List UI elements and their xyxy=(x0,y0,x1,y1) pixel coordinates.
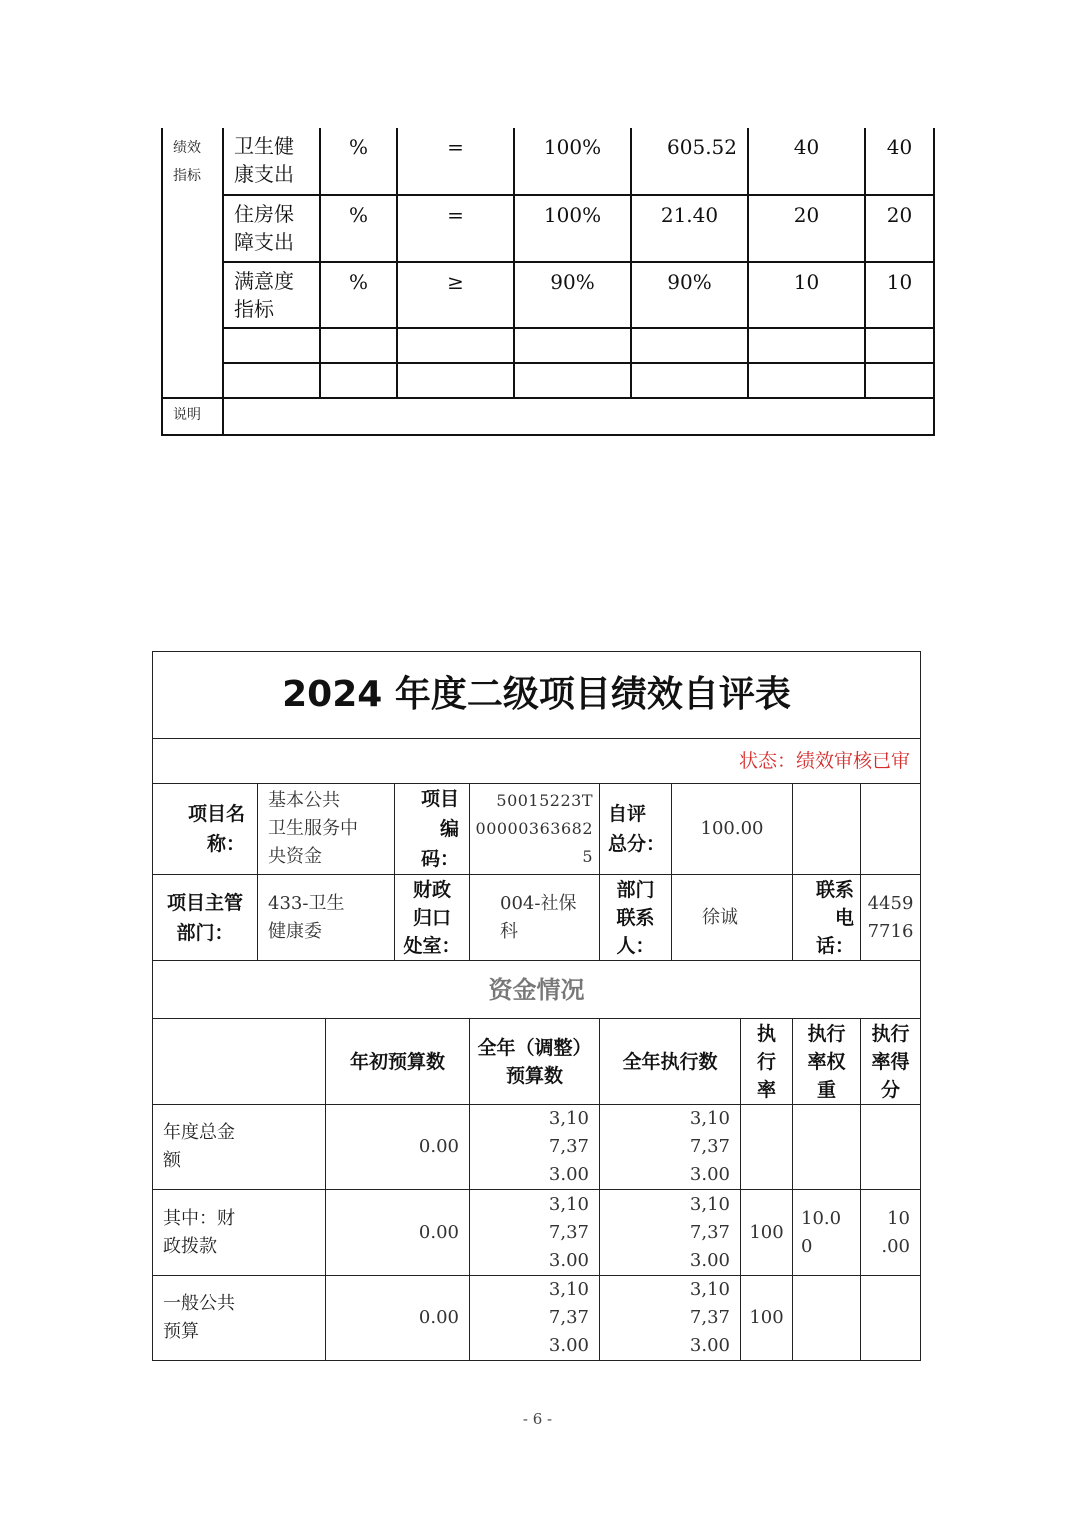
funds-rate: 100 xyxy=(741,1190,793,1276)
empty-cell xyxy=(748,363,865,398)
col-header-adjusted-budget: 全年（调整） 预算数 xyxy=(470,1019,600,1105)
phone-label: 联系 电 话： xyxy=(793,875,861,961)
funds-section-title: 资金情况 xyxy=(153,961,921,1019)
project-name-label: 项目名 称： xyxy=(153,784,258,875)
funds-initial: 0.00 xyxy=(326,1105,470,1190)
indicator-operator: = xyxy=(397,195,514,262)
empty-cell xyxy=(223,328,320,363)
funds-score xyxy=(861,1276,921,1361)
indicator-name: 满意度 指标 xyxy=(223,262,320,328)
empty-cell xyxy=(223,363,320,398)
empty-cell xyxy=(865,328,934,363)
finance-office-label: 财政 归口 处室： xyxy=(395,875,470,961)
funds-row-label: 其中：财 政拨款 xyxy=(153,1190,326,1276)
funds-row-label: 年度总金 额 xyxy=(153,1105,326,1190)
status-badge: 状态：绩效审核已审 xyxy=(153,739,921,784)
indicator-target: 90% xyxy=(514,262,631,328)
indicator-weight: 10 xyxy=(748,262,865,328)
empty-cell xyxy=(514,328,631,363)
project-code: 50015223T 00000363682 5 xyxy=(470,784,600,875)
indicator-score: 10 xyxy=(865,262,934,328)
indicator-score: 20 xyxy=(865,195,934,262)
indicator-weight: 20 xyxy=(748,195,865,262)
dept-label: 项目主管 部门： xyxy=(153,875,258,961)
indicator-unit: % xyxy=(320,195,397,262)
dept: 433-卫生 健康委 xyxy=(258,875,395,961)
funds-executed: 3,10 7,37 3.00 xyxy=(600,1190,741,1276)
indicator-name: 卫生健 康支出 xyxy=(223,128,320,195)
funds-score xyxy=(861,1105,921,1190)
self-score-label: 自评 总分： xyxy=(600,784,672,875)
funds-adjusted: 3,10 7,37 3.00 xyxy=(470,1105,600,1190)
indicator-actual: 605.52 xyxy=(631,128,748,195)
funds-row-label: 一般公共 预算 xyxy=(153,1276,326,1361)
contact-label: 部门 联系 人： xyxy=(600,875,672,961)
form-title: 2024 年度二级项目绩效自评表 xyxy=(153,652,921,739)
funds-adjusted: 3,10 7,37 3.00 xyxy=(470,1190,600,1276)
indicator-target: 100% xyxy=(514,128,631,195)
self-evaluation-form xyxy=(152,651,921,1361)
empty-cell xyxy=(861,784,921,875)
col-header-exec-rate: 执 行 率 xyxy=(741,1019,793,1105)
funds-weight xyxy=(793,1276,861,1361)
page-number: - 6 - xyxy=(522,1410,553,1428)
indicator-unit: % xyxy=(320,128,397,195)
empty-cell xyxy=(514,363,631,398)
empty-cell xyxy=(631,363,748,398)
finance-office: 004-社保 科 xyxy=(470,875,600,961)
funds-score: 10 .00 xyxy=(861,1190,921,1276)
funds-executed: 3,10 7,37 3.00 xyxy=(600,1105,741,1190)
indicator-score: 40 xyxy=(865,128,934,195)
project-name: 基本公共 卫生服务中 央资金 xyxy=(258,784,395,875)
empty-cell xyxy=(865,363,934,398)
phone: 4459 7716 xyxy=(861,875,921,961)
empty-cell xyxy=(320,363,397,398)
empty-cell xyxy=(397,328,514,363)
indicator-operator: ≥ xyxy=(397,262,514,328)
contact-person: 徐诚 xyxy=(672,875,793,961)
funds-adjusted: 3,10 7,37 3.00 xyxy=(470,1276,600,1361)
empty-cell xyxy=(631,328,748,363)
indicator-weight: 40 xyxy=(748,128,865,195)
indicator-target: 100% xyxy=(514,195,631,262)
indicator-unit: % xyxy=(320,262,397,328)
empty-cell xyxy=(320,328,397,363)
note-label: 说明 xyxy=(162,398,223,435)
indicator-operator: = xyxy=(397,128,514,195)
funds-initial: 0.00 xyxy=(326,1190,470,1276)
empty-cell xyxy=(397,363,514,398)
funds-rate: 100 xyxy=(741,1276,793,1361)
col-header-rate-weight: 执行 率权 重 xyxy=(793,1019,861,1105)
funds-initial: 0.00 xyxy=(326,1276,470,1361)
indicator-name: 住房保 障支出 xyxy=(223,195,320,262)
empty-cell xyxy=(153,1019,326,1105)
self-score: 100.00 xyxy=(672,784,793,875)
col-header-initial-budget: 年初预算数 xyxy=(326,1019,470,1105)
empty-cell xyxy=(793,784,861,875)
funds-executed: 3,10 7,37 3.00 xyxy=(600,1276,741,1361)
funds-weight: 10.0 0 xyxy=(793,1190,861,1276)
indicator-group-label: 绩效 指标 xyxy=(162,128,223,398)
performance-indicator-table xyxy=(161,128,935,436)
indicator-actual: 21.40 xyxy=(631,195,748,262)
indicator-actual: 90% xyxy=(631,262,748,328)
note-value xyxy=(223,398,934,435)
funds-rate xyxy=(741,1105,793,1190)
empty-cell xyxy=(748,328,865,363)
col-header-rate-score: 执行 率得 分 xyxy=(861,1019,921,1105)
funds-weight xyxy=(793,1105,861,1190)
col-header-executed: 全年执行数 xyxy=(600,1019,741,1105)
project-code-label: 项目 编码： xyxy=(395,784,470,875)
